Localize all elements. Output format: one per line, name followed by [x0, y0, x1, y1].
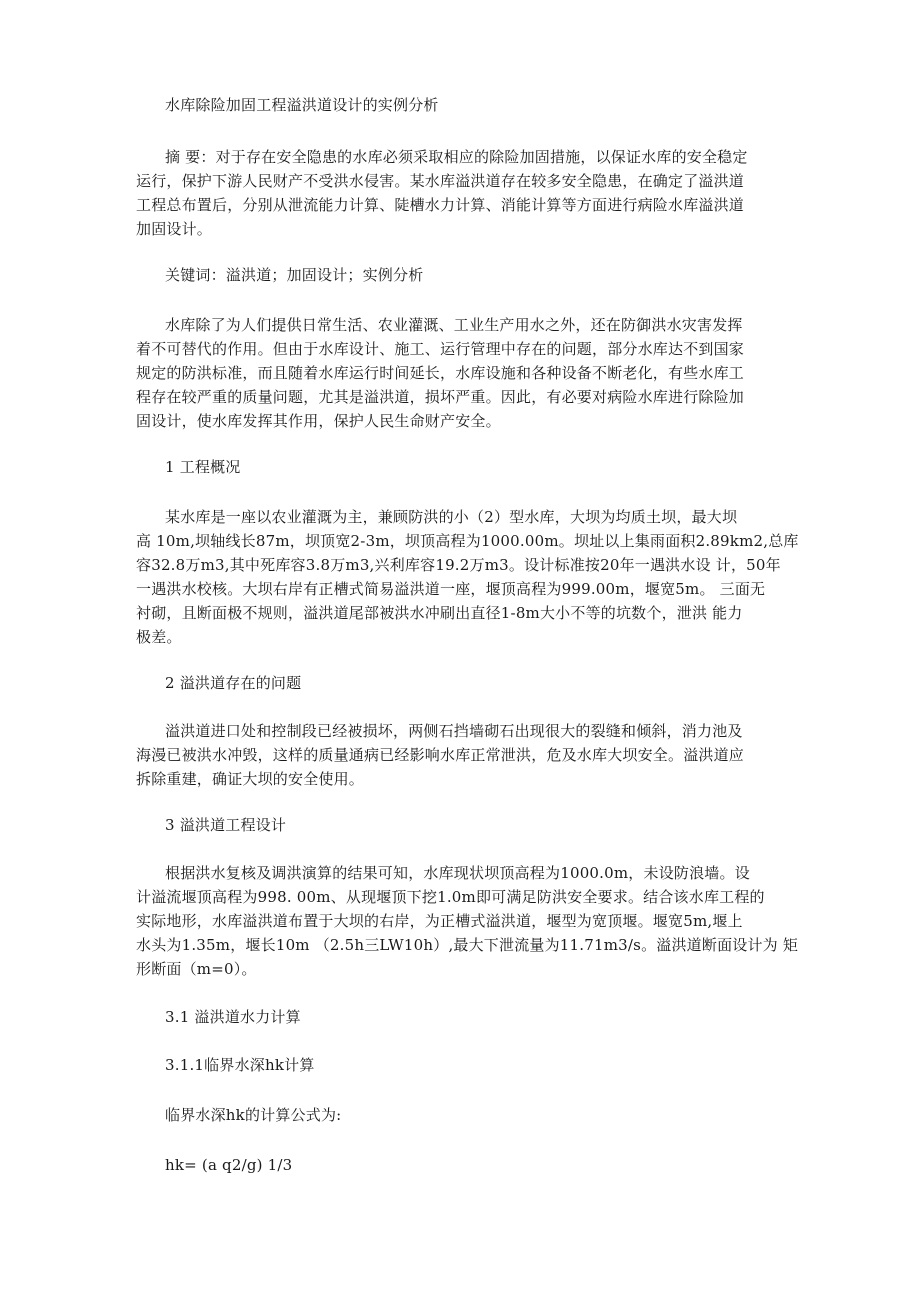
section1-line: 某水库是一座以农业灌溉为主，兼顾防洪的小（2）型水库，大坝为均质土坝，最大坝 [165, 508, 738, 526]
abstract-line: 加固设计。 [136, 220, 213, 238]
section-heading: 3 溢洪道工程设计 [165, 816, 287, 834]
keywords: 关键词：溢洪道；加固设计；实例分析 [165, 266, 424, 284]
section2-line: 溢洪道进口处和控制段已经被损坏，两侧石挡墙砌石出现很大的裂缝和倾斜，消力池及 [165, 722, 743, 740]
intro-line: 水库除了为人们提供日常生活、农业灌溉、工业生产用水之外，还在防御洪水灾害发挥 [165, 316, 743, 334]
section3-line: 水头为1.35m，堰长10m （2.5h三LW10h）,最大下泄流量为11.71m3/s。溢洪道断面设计为 矩 [136, 936, 799, 954]
section3-line: 实际地形，水库溢洪道布置于大坝的右岸，为正槽式溢洪道，堰型为宽顶堰。堰宽5m,堰上 [136, 912, 743, 930]
section1-line: 衬砌，且断面极不规则，溢洪道尾部被洪水冲刷出直径1-8m大小不等的坑数个，泄洪 能力 [136, 604, 743, 622]
document-title: 水库除险加固工程溢洪道设计的实例分析 [165, 96, 439, 114]
abstract-line: 摘 要：对于存在安全隐患的水库必须采取相应的除险加固措施，以保证水库的安全稳定 [165, 148, 748, 166]
abstract-line: 运行，保护下游人民财产不受洪水侵害。某水库溢洪道存在较多安全隐患，在确定了溢洪道 [136, 172, 745, 190]
subsection-heading: 3.1.1临界水深hk计算 [165, 1056, 315, 1074]
section-heading: 1 工程概况 [165, 458, 241, 476]
section3-line: 计溢流堰顶高程为998. 00m、从现堰顶下挖1.0m即可满足防洪安全要求。结合该水库工程的 [136, 888, 765, 906]
intro-line: 程存在较严重的质量问题，尤其是溢洪道，损坏严重。因此，有必要对病险水库进行除险加 [136, 388, 745, 406]
section1-line: 极差。 [136, 628, 182, 646]
intro-line: 固设计，使水库发挥其作用，保护人民生命财产安全。 [136, 412, 501, 430]
section2-line: 海漫已被洪水冲毁，这样的质量通病已经影响水库正常泄洪，危及水库大坝安全。溢洪道应 [136, 746, 745, 764]
formula: hk= (a q2/g) 1/3 [165, 1156, 293, 1174]
formula-intro: 临界水深hk的计算公式为: [165, 1106, 342, 1124]
abstract-line: 工程总布置后，分别从泄流能力计算、陡槽水力计算、消能计算等方面进行病险水库溢洪道 [136, 196, 745, 214]
section3-line: 形断面（m=0）。 [136, 960, 257, 978]
intro-line: 规定的防洪标准，而且随着水库运行时间延长，水库设施和各种设备不断老化，有些水库工 [136, 364, 745, 382]
section-heading: 2 溢洪道存在的问题 [165, 674, 302, 692]
section3-line: 根据洪水复核及调洪演算的结果可知，水库现状坝顶高程为1000.0m，未设防浪墙。设 [165, 864, 750, 882]
section1-line: 高 10m,坝轴线长87m，坝顶宽2-3m，坝顶高程为1000.00m。坝址以上集雨面积2.89km2,总库 [136, 532, 799, 550]
intro-line: 着不可替代的作用。但由于水库设计、施工、运行管理中存在的问题，部分水库达不到国家 [136, 340, 745, 358]
subsection-heading: 3.1 溢洪道水力计算 [165, 1008, 301, 1026]
section1-line: 一遇洪水校核。大坝右岸有正槽式简易溢洪道一座，堰顶高程为999.00m，堰宽5m。 三面无 [136, 580, 766, 598]
section2-line: 拆除重建，确证大坝的安全使用。 [136, 770, 365, 788]
section1-line: 容32.8万m3,其中死库容3.8万m3,兴利库容19.2万m3。设计标准按20年一遇洪水设 计，50年 [136, 556, 781, 574]
